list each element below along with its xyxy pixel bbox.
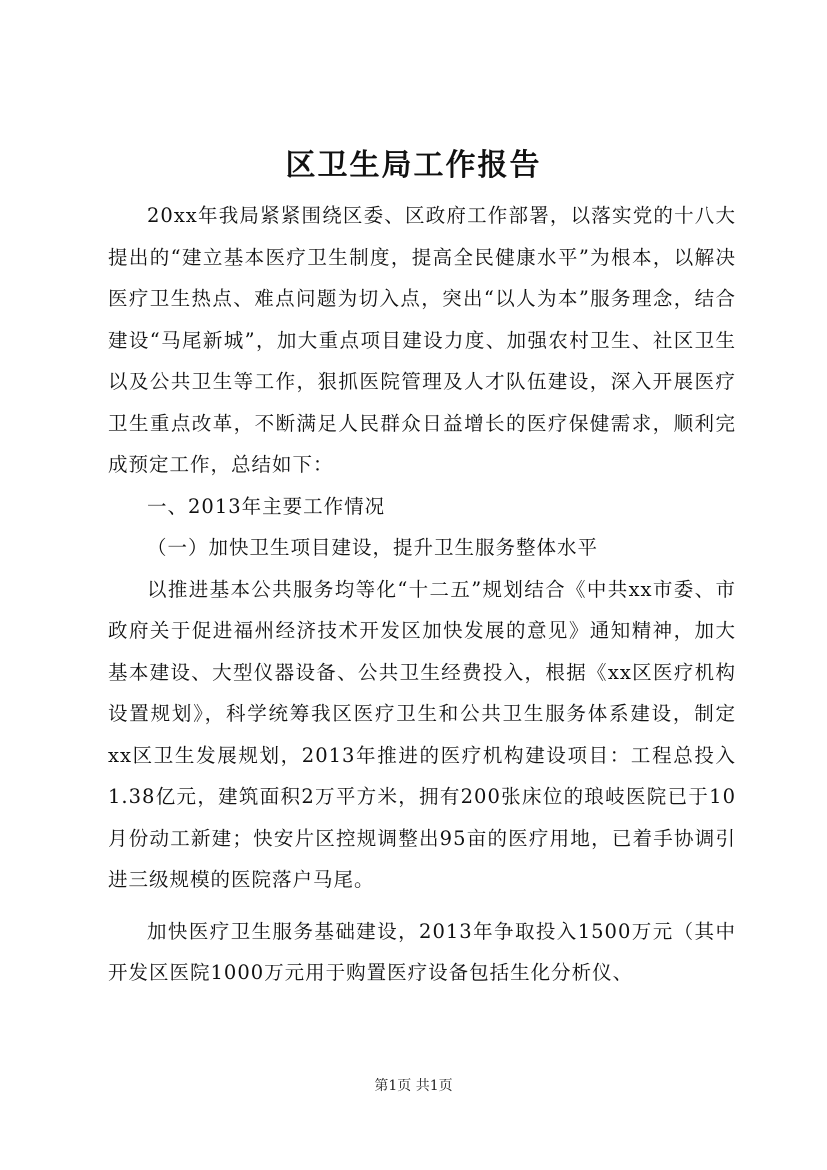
project-paragraph: 以推进基本公共服务均等化“十二五”规划结合《中共xx市委、市政府关于促进福州经济技术开发区加快发展的意见》通知精神，加大基本建设、大型仪器设备、公共卫生经费投入，根据《xx区医疗机构设置规划》，科学统筹我区医疗卫生和公共卫生服务体系建设，制定xx区卫生发展规划，2013年推进的医疗机构建设项目：工程总投入1.38亿元，建筑面积2万平方米，拥有200张床位的琅岐医院已于10月份动工新建；快安片区控规调整出95亩的医疗用地，已着手协调引进三级规模的医院落户马尾。 [108,577,736,891]
intro-paragraph: 20xx年我局紧紧围绕区委、区政府工作部署，以落实党的十八大提出的“建立基本医疗卫生制度，提高全民健康水平”为根本，以解决医疗卫生热点、难点问题为切入点，突出“以人为本”服务理念，结合建设“马尾新城”，加大重点项目建设力度、加强农村卫生、社区卫生以及公共卫生等工作，狠抓医院管理及人才队伍建设，深入开展医疗卫生重点改革，不断满足人民群众日益增长的医疗保健需求，顺利完成预定工作，总结如下： [108,204,736,476]
document-body [108,195,736,994]
document-title: 区卫生局工作报告 [285,148,542,183]
subsection-heading: （一）加快卫生项目建设，提升卫生服务整体水平 [147,536,599,559]
page-number: 第1页 共1页 [374,1078,453,1094]
section-heading: 一、2013年主要工作情况 [147,494,386,518]
infrastructure-paragraph: 加快医疗卫生服务基础建设，2013年争取投入1500万元（其中开发区医院1000万元用于购置医疗设备包括生化分析仪、 [108,919,736,984]
